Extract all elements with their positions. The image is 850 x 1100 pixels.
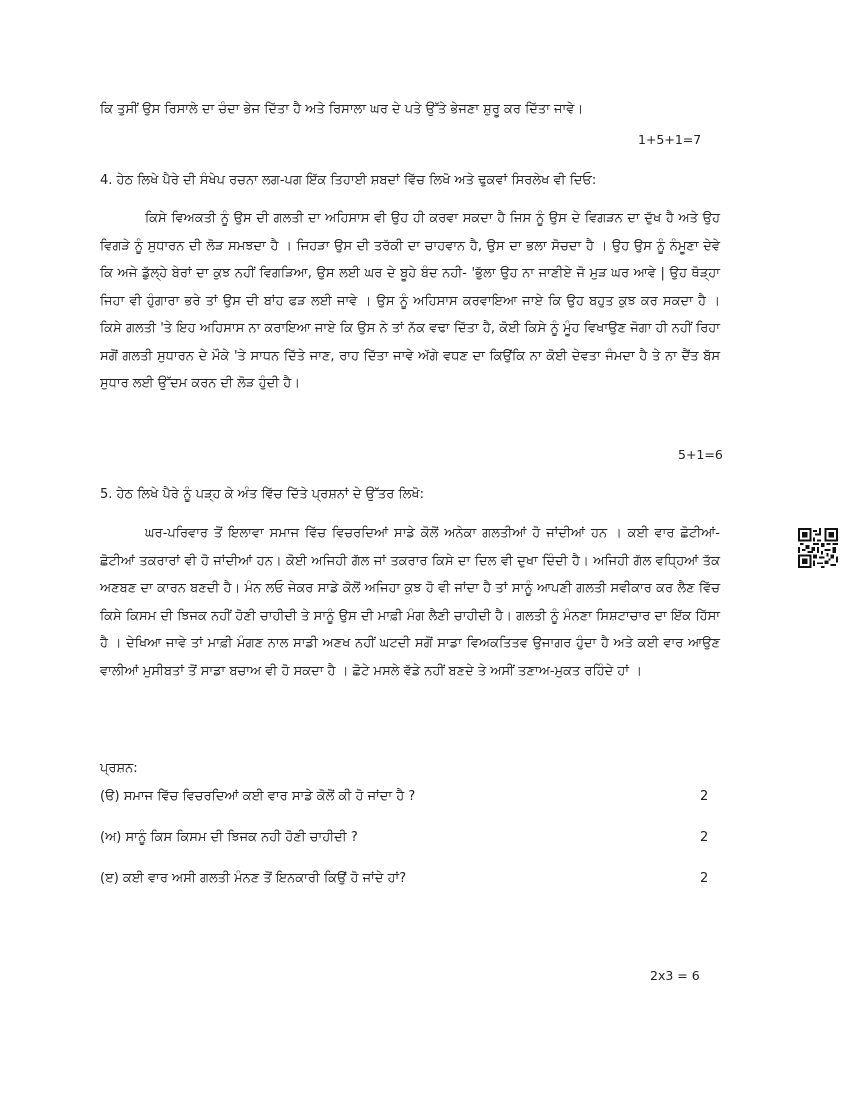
q5-heading: 5. ਹੇਠ ਲਿਖੇ ਪੈਰੇ ਨੂੰ ਪੜ੍ਹ ਕੇ ਅੰਤ ਵਿੱਚ ਦਿੱਤੇ ਪ੍ਰਸ਼ਨਾਂ ਦੇ ਉੱਤਰ ਲਿਖੋ: xyxy=(100,487,425,502)
question-marks: 2 xyxy=(700,789,709,804)
q4-paragraph: ਕਿਸੇ ਵਿਅਕਤੀ ਨੂੰ ਉਸ ਦੀ ਗਲਤੀ ਦਾ ਅਹਿਸਾਸ ਵੀ ਉਹ ਹੀ ਕਰਵਾ ਸਕਦਾ ਹੈ ਜਿਸ ਨੂੰ ਉਸ ਦੇ ਵਿਗੜਨ ਦਾ ਦੁੱਖ ਹੈ ਅਤੇ ਉਹ ਵਿਗੜੇ ਨੂੰ ਸੁਧਾਰਨ ਦੀ ਲੋੜ ਸਮਝਦਾ ਹੈ । ਜਿਹੜਾ ਉਸ ਦੀ ਤਰੱਕੀ ਦਾ ਚਾਹਵਾਨ ਹੈ, ਉਸ ਦਾ ਭਲਾ ਸੋਚਦਾ ਹੈ । ਉਹ ਉਸ ਨੂੰ ਨੰਮੂਣਾ ਦੇਵੇ ਕਿ ਅਜੇ ਡੁੱਲ੍ਹੇ ਬੇਰਾਂ ਦਾ ਕੁਝ ਨਹੀਂ ਵਿਗੜਿਆ, ਉਸ ਲਈ ਘਰ ਦੇ ਬੂਹੇ ਬੰਦ ਨਹੀ- 'ਭੁੱਲਾ ਉਹ ਨਾ ਜਾਣੀਏ ਜੋ ਮੁੜ ਘਰ ਆਵੇ | ਉਹ ਥੋੜ੍ਹਾ ਜਿਹਾ ਵੀ ਹੁੰਗਾਰਾ ਭਰੇ ਤਾਂ ਉਸ ਦੀ ਬਾਂਹ ਫੜ ਲਈ ਜਾਵੇ । ਉਸ ਨੂੰ ਅਹਿਸਾਸ ਕਰਵਾਇਆ ਜਾਏ ਕਿ ਉਹ ਬਹੁਤ ਕੁਝ ਕਰ ਸਕਦਾ ਹੈ । ਕਿਸੇ ਗਲਤੀ 'ਤੇ ਇਹ ਅਹਿਸਾਸ ਨਾ ਕਰਾਇਆ ਜਾਏ ਕਿ ਉਸ ਨੇ ਤਾਂ ਨੱਕ ਵਢਾ ਦਿੱਤਾ ਹੈ, ਕੋਈ ਕਿਸੇ ਨੂੰ ਮੂੰਹ ਵਿਖਾਉਣ ਜੋਗਾ ਹੀ ਨਹੀਂ ਰਿਹਾ ਸਗੋਂ ਗਲਤੀ ਸੁਧਾਰਨ ਦੇ ਮੌਕੇ 'ਤੇ ਸਾਧਨ ਦਿੱਤੇ ਜਾਣ, ਰਾਹ ਦਿੱਤਾ ਜਾਵੇ ਅੱਗੇ ਵਧਣ ਦਾ ਕਿਉਂਕਿ ਨਾ ਕੋਈ ਦੇਵਤਾ ਜੰਮਦਾ ਹੈ ਤੇ ਨਾ ਦੈਂਤ ਬੱਸ ਸੁਧਾਰ ਲਈ ਉੱਦਮ ਕਰਨ ਦੀ ਲੋੜ ਹੁੰਦੀ ਹੈ। xyxy=(100,211,720,391)
q5-paragraph: ਘਰ-ਪਰਿਵਾਰ ਤੋਂ ਇਲਾਵਾ ਸਮਾਜ ਵਿੱਚ ਵਿਚਰਦਿਆਂ ਸਾਡੇ ਕੋਲੋਂ ਅਨੇਕਾ ਗਲਤੀਆਂ ਹੋ ਜਾਂਦੀਆਂ ਹਨ । ਕਈ ਵਾਰ ਛੋਟੀਆਂ-ਛੋਟੀਆਂ ਤਕਰਾਰਾਂ ਵੀ ਹੋ ਜਾਂਦੀਆਂ ਹਨ। ਕੋਈ ਅਜਿਹੀ ਗੱਲ ਜਾਂ ਤਕਰਾਰ ਕਿਸੇ ਦਾ ਦਿਲ ਵੀ ਦੁਖਾ ਦਿੰਦੀ ਹੈ। ਅਜਿਹੀ ਗੱਲ ਵਧ੍ਹਿਆਂ ਤੱਕ ਅਣਬਣ ਦਾ ਕਾਰਨ ਬਣਦੀ ਹੈ। ਮੰਨ ਲਓ ਜੇਕਰ ਸਾਡੇ ਕੋਲੋਂ ਅਜਿਹਾ ਕੁਝ ਹੋ ਵੀ ਜਾਂਦਾ ਹੈ ਤਾਂ ਸਾਨੂੰ ਆਪਣੀ ਗਲਤੀ ਸਵੀਕਾਰ ਕਰ ਲੈਣ ਵਿੱਚ ਕਿਸੇ ਕਿਸਮ ਦੀ ਝਿਜਕ ਨਹੀਂ ਹੋਣੀ ਚਾਹੀਦੀ ਤੇ ਸਾਨੂੰ ਉਸ ਦੀ ਮਾਫ਼ੀ ਮੰਗ ਲੈਣੀ ਚਾਹੀਦੀ ਹੈ। ਗਲਤੀ ਨੂੰ ਮੰਨਣਾ ਸਿਸ਼ਟਾਚਾਰ ਦਾ ਇੱਕ ਹਿੱਸਾ ਹੈ । ਦੇਖਿਆ ਜਾਵੇ ਤਾਂ ਮਾਫ਼ੀ ਮੰਗਣ ਨਾਲ ਸਾਡੀ ਅਣਖ ਨਹੀਂ ਘਟਦੀ ਸਗੋਂ ਸਾਡਾ ਵਿਅਕਤਿਤਵ ਉਜਾਗਰ ਹੁੰਦਾ ਹੈ ਅਤੇ ਕਈ ਵਾਰ ਆਉਣ ਵਾਲੀਆਂ ਮੁਸੀਬਤਾਂ ਤੋਂ ਸਾਡਾ ਬਚਾਅ ਵੀ ਹੋ ਸਕਦਾ ਹੈ । ਛੋਟੇ ਮਸਲੇ ਵੱਡੇ ਨਹੀਂ ਬਣਦੇ ਤੇ ਅਸੀਂ ਤਣਾਅ-ਮੁਕਤ ਰਹਿੰਦੇ ਹਾਂ । xyxy=(100,526,720,679)
questions-label: ਪ੍ਰਸ਼ਨ: xyxy=(100,761,138,776)
q5-total-marks: 2x3 = 6 xyxy=(650,968,700,983)
question-text: (ੳ) ਸਮਾਜ ਵਿੱਚ ਵਿਚਰਦਿਆਂ ਕਈ ਵਾਰ ਸਾਡੇ ਕੋਲੋਂ ਕੀ ਹੋ ਜਾਂਦਾ ਹੈ ? xyxy=(100,789,416,804)
q4-heading: 4. ਹੇਠ ਲਿਖੇ ਪੈਰੇ ਦੀ ਸੰਖੇਪ ਰਚਨਾ ਲਗ-ਪਗ ਇੱਕ ਤਿਹਾਈ ਸ਼ਬਦਾਂ ਵਿੱਚ ਲਿਖੋ ਅਤੇ ਢੁਕਵਾਂ ਸਿਰਲੇਖ ਵੀ ਦਿਓ: xyxy=(100,173,597,188)
intro-marks: 1+5+1=7 xyxy=(638,132,702,147)
question-marks: 2 xyxy=(700,871,709,886)
question-text: (ੲ) ਕਈ ਵਾਰ ਅਸੀ ਗਲਤੀ ਮੰਨਣ ਤੋਂ ਇਨਕਾਰੀ ਕਿਉਂ ਹੋ ਜਾਂਦੇ ਹਾਂ? xyxy=(100,871,407,886)
intro-line: ਕਿ ਤੁਸੀਂ ਉਸ ਰਿਸਾਲੇ ਦਾ ਚੰਦਾ ਭੇਜ ਦਿੱਤਾ ਹੈ ਅਤੇ ਰਿਸਾਲਾ ਘਰ ਦੇ ਪਤੇ ਉੱਤੇ ਭੇਜਣਾ ਸ਼ੁਰੂ ਕਰ ਦਿੱਤਾ ਜਾਵੇ। xyxy=(100,102,584,117)
qr-code-icon xyxy=(798,528,838,568)
q4-marks: 5+1=6 xyxy=(678,447,723,462)
question-marks: 2 xyxy=(700,830,709,845)
question-text: (ਅ) ਸਾਨੂੰ ਕਿਸ ਕਿਸਮ ਦੀ ਝਿਜਕ ਨਹੀ ਹੋਣੀ ਚਾਹੀਦੀ ? xyxy=(100,830,358,845)
